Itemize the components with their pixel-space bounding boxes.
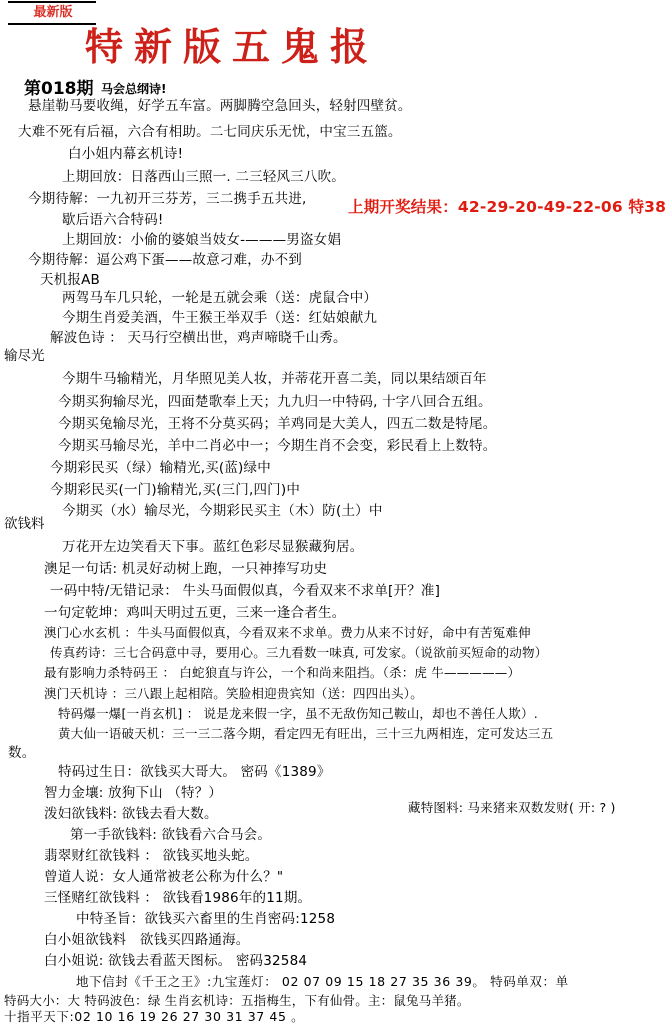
yuqianliao-line: 翡翠财红欲钱料 ： 欲钱买地头蛇。	[44, 848, 259, 864]
verse-line: 大难不死有后福，六合有相助。二七同庆乐无忧，中宝三五篮。	[18, 124, 402, 140]
verse-line: 解波色诗 ： 天马行空横出世，鸡声啼晓千山秀。	[50, 330, 347, 346]
shujinguang-line: 今期买兔输尽光，王将不分莫买码；羊鸡同是大美人，四五二数是特尾。	[58, 416, 497, 432]
yuqianliao-line: 万花开左边笑看天下事。蓝红色彩尽显猴藏狗居。	[62, 539, 364, 555]
hidden-special-tip: 藏特图料: 马来猪来双数发财( 开: ? )	[408, 800, 616, 815]
yuqianliao-line: 十指平天下:02 10 16 19 26 27 30 31 37 45 。	[4, 1009, 305, 1024]
yuqianliao-line: 曾道人说：女人通常被老公称为什么？"	[44, 869, 284, 885]
verse-line: 白小姐内幕玄机诗!	[68, 146, 184, 162]
shujinguang-line: 今期牛马输精光，月华照见美人妆，并蒂花开喜二美，同以果结颂百年	[62, 371, 487, 387]
yuqianliao-line: 第一手欲钱料: 欲钱看六合马会。	[70, 827, 272, 843]
yuqianliao-line: 传真药诗：三七合码意中寻，要用心。三九看数一味真, 可发家。（说欲前买短命的动物）	[50, 645, 548, 660]
yuqianliao-line: 泼妇欲钱料: 欲钱去看大数。	[44, 806, 218, 822]
yuqianliao-line: 白小姐欲钱料 欲钱买四路通海。	[44, 932, 250, 948]
verse-line: 两驾马车几只轮，一轮是五就会乘（送：虎鼠合中）	[62, 290, 378, 306]
verse-line: 今期待解：逼公鸡下蛋——故意刁难，办不到	[28, 252, 302, 268]
last-draw-result: 上期开奖结果：42-29-20-49-22-06 特38	[348, 198, 667, 216]
section-title-yuqianliao: 欲钱料	[4, 516, 45, 532]
verse-line: 歇后语六合特码!	[62, 212, 164, 228]
shujinguang-line: 今期买狗输尽光，四面楚歌奉上天；九九归一中特码, 十字八回合五组。	[58, 394, 492, 410]
yuqianliao-line: 黄大仙一语破天机：三一三二落今期，看定四无有旺出，三十三九两相连，定可发达三五	[58, 726, 554, 741]
issue-number: 第018期	[24, 79, 94, 99]
verse-line: 悬崖勒马要收绳，好学五车富。两脚腾空急回头，轻射四壁贫。	[28, 98, 412, 114]
shujinguang-line: 今期买（水）输尽光，今期彩民买主（木）防(土）中	[62, 503, 383, 519]
yuqianliao-line: 地下信封《千王之王》:九宝莲灯： 02 07 09 15 18 27 35 36 39。 特码单双：单	[76, 974, 569, 989]
yuqianliao-line: 中特圣旨：欲钱买六畜里的生肖密码:1258	[76, 911, 336, 927]
yuqianliao-line: 特码过生日：欲钱买大哥大。 密码《1389》	[58, 764, 331, 780]
latest-version-label: 最新版	[33, 5, 73, 20]
yuqianliao-line: 澳门天机诗 ：三八跟上起相陪。笑脸相迎贵宾知（送：四四出头）。	[44, 686, 423, 701]
yuqianliao-line: 智力金壤: 放狗下山 （特？）	[44, 785, 223, 801]
section-title-shujinguang: 输尽光	[4, 348, 45, 364]
shujinguang-line: 今期买马输尽光，羊中二肖必中一；今期生肖不会变，彩民看上上数特。	[58, 438, 497, 454]
yuqianliao-line: 特码大小：大 特码波色：绿 生肖玄机诗：五指梅生，下有仙骨。主：鼠兔马羊猪。	[4, 993, 470, 1008]
verse-line: 今期生肖爱美酒，牛王猴王举双手（送：红姑娘献九	[62, 310, 378, 326]
yuqianliao-line: 白小姐说: 欲钱去看蓝天图标。 密码32584	[44, 953, 308, 969]
yuqianliao-line: 澳门心水玄机 ：牛头马面假似真，今看双来不求单。费力从来不讨好，命中有苦冤难伸	[44, 625, 531, 640]
masthead	[0, 0, 670, 78]
yuqianliao-line: 特码爆一爆[一肖玄机] ： 说是龙来假一字，虽不无敌伤知己鞍山，却也不善任人欺）.	[58, 706, 538, 721]
issue-subtitle: 马会总纲诗!	[101, 82, 167, 96]
latest-version-badge	[8, 1, 98, 25]
verse-line: 天机报AB	[40, 272, 100, 288]
yuqianliao-line: 澳足一句话: 机灵好动树上跑，一只神捧写功史	[44, 561, 328, 577]
yuqianliao-line: 三怪赌红欲钱料 ： 欲钱看1986年的11期。	[44, 890, 312, 906]
verse-line: 上期回放：小偷的婆娘当妓女-———男盗女娼	[62, 232, 342, 248]
badge-rule-bottom	[8, 23, 96, 25]
yuqianliao-line: 一码中特/无错记录： 牛头马面假似真，今看双来不求单[开？准]	[50, 583, 441, 599]
shujinguang-line: 今期彩民买（绿）输精光,买(蓝)绿中	[50, 460, 271, 476]
yuqianliao-line: 最有影响力杀特码王 ： 白蛇狼直与许公，一个和尚来阻挡。（杀：虎 牛—————）	[44, 665, 521, 680]
verse-line: 今期待解：一九初开三芬芳，三二携手五共进,	[28, 191, 307, 207]
page-title: 特新版五鬼报	[85, 25, 380, 69]
verse-line: 上期回放：日落西山三照一. 二三轻风三八吹。	[62, 169, 345, 185]
yuqianliao-line: 一句定乾坤：鸡叫天明过五更，三来一逢合者生。	[44, 605, 346, 621]
shujinguang-line: 今期彩民买(一门)输精光,买(三门,四门)中	[50, 482, 301, 498]
yuqianliao-line: 数。	[8, 745, 36, 761]
